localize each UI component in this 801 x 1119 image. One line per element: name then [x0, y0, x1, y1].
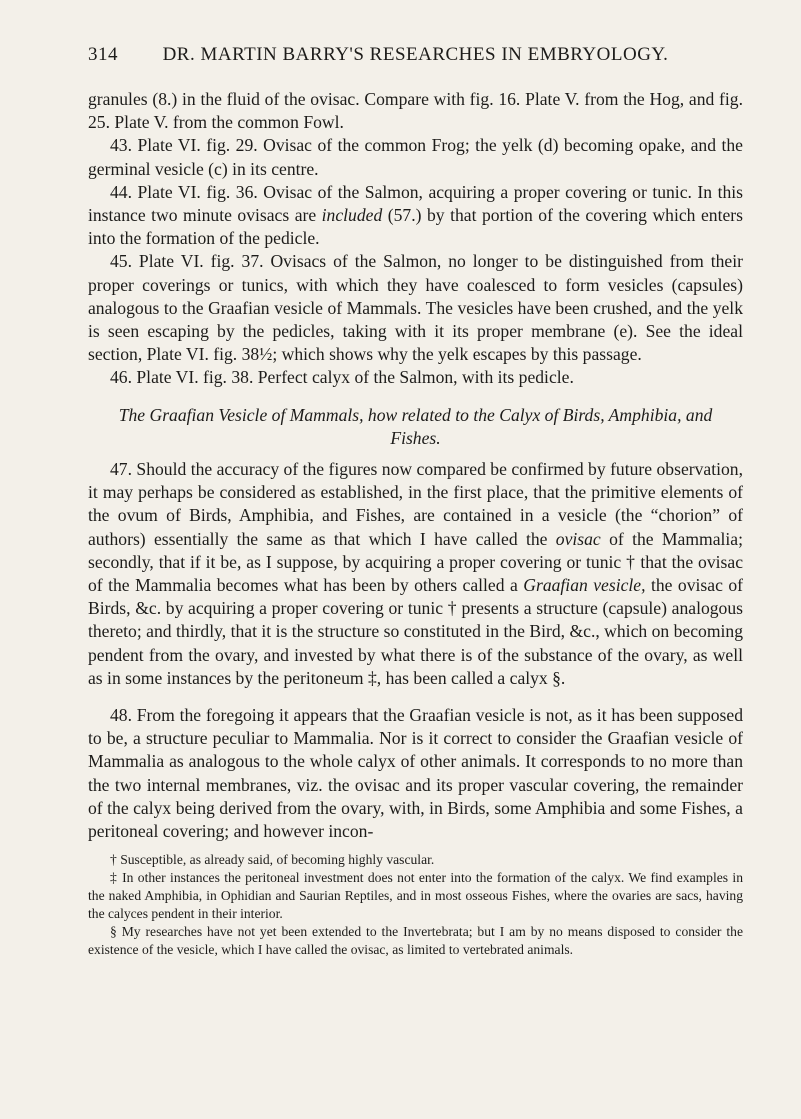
paragraph-47-italic-ovisac: ovisac	[555, 528, 601, 549]
running-title: DR. MARTIN BARRY'S RESEARCHES IN EMBRYOLOGY.	[162, 44, 669, 65]
paragraph-continued: granules (8.) in the fluid of the ovisac. Compare with fig. 16. Plate V. from the Hog, and fig. 25. Plate V. from the common Fowl.	[88, 89, 743, 133]
section-heading: The Graafian Vesicle of Mammals, how related to the Calyx of Birds, Amphibia, and Fishes.	[118, 404, 713, 448]
paragraph-48: 48. From the foregoing it appears that the Graafian vesicle is not, as it has been supposed to be, a structure peculiar to Mammalia. Nor is it correct to consider the Graafian vesicle of Mammalia as analogous to the whole calyx of other animals. It corresponds to no more than the two internal membranes, viz. the ovisac and its proper vascular covering, the remainder of the calyx being derived from the ovary, with, in Birds, some Amphibia and some Fishes, a peritoneal covering; and however incon-	[88, 705, 743, 842]
paragraph-44-italic-included: included	[321, 205, 383, 226]
paragraph-46: 46. Plate VI. fig. 38. Perfect calyx of the Salmon, with its pedicle.	[110, 367, 574, 388]
paragraph-44-text-b: (57.) by that portion of the covering which enters into the formation of the pedicle.	[88, 205, 743, 249]
paragraph-44	[88, 181, 743, 251]
paragraph-44-text-a: 44. Plate VI. fig. 36. Ovisac of the Salmon, acquiring a proper covering or tunic. In this instance two minute ovisacs are	[88, 181, 743, 226]
paragraph-47-italic-graafian: Graafian vesicle,	[523, 575, 646, 596]
paragraph-47-text-c: the ovisac of Birds, &c. by acquiring a proper covering or tunic † presents a structure (capsule) analogous thereto; and thirdly, that it is the structure so constituted in the Bird, &c., which on becoming pendent from the ovary, and invested by what there is of the substance of the ovary, as well as in some instances by the peritoneum ‡, has been called a calyx §.	[88, 575, 743, 688]
page-number: 314	[88, 44, 118, 65]
paragraph-47-text-b: of the Mammalia; secondly, that if it be, as I suppose, by acquiring a proper covering or tunic † that the ovisac of the Mammalia becomes what has been by others called a	[88, 528, 743, 596]
paragraph-47	[88, 458, 743, 690]
footnote-double-dagger: ‡ In other instances the peritoneal investment does not enter into the formation of the calyx. We find examples in the naked Amphibia, in Ophidian and Saurian Reptiles, and in most osseous Fishes, where the ovaries are sacs, having the calyces pendent in their interior.	[88, 870, 743, 922]
footnote-section: § My researches have not yet been extended to the Invertebrata; but I am by no means disposed to consider the existence of the vesicle, which I have called the ovisac, as limited to vertebrated animals.	[88, 924, 743, 958]
footnote-dagger: † Susceptible, as already said, of becoming highly vascular.	[110, 852, 435, 868]
paragraph-47-text-a: 47. Should the accuracy of the figures now compared be confirmed by future observation, it may perhaps be considered as established, in the first place, that the primitive elements of the ovum of Birds, Amphibia, and Fishes, are contained in a vesicle (the “chorion” of authors) essentially the same as that which I have called the	[88, 459, 743, 549]
paragraph-43: 43. Plate VI. fig. 29. Ovisac of the common Frog; the yelk (d) becoming opake, and the germinal vesicle (c) in its centre.	[88, 135, 743, 179]
paragraph-gap	[88, 690, 743, 704]
running-header	[88, 44, 743, 66]
paragraph-45: 45. Plate VI. fig. 37. Ovisacs of the Salmon, no longer to be distinguished from their proper coverings or tunics, with which they have coalesced to form vesicles (capsules) analogous to the Graafian vesicle of Mammals. The vesicles have been crushed, and the yelk is seen escaping by the pedicles, taking with it its proper membrane (e). See the ideal section, Plate VI. fig. 38½; which shows why the yelk escapes by this passage.	[88, 251, 743, 365]
footnotes	[88, 851, 743, 959]
body-text	[88, 88, 743, 843]
